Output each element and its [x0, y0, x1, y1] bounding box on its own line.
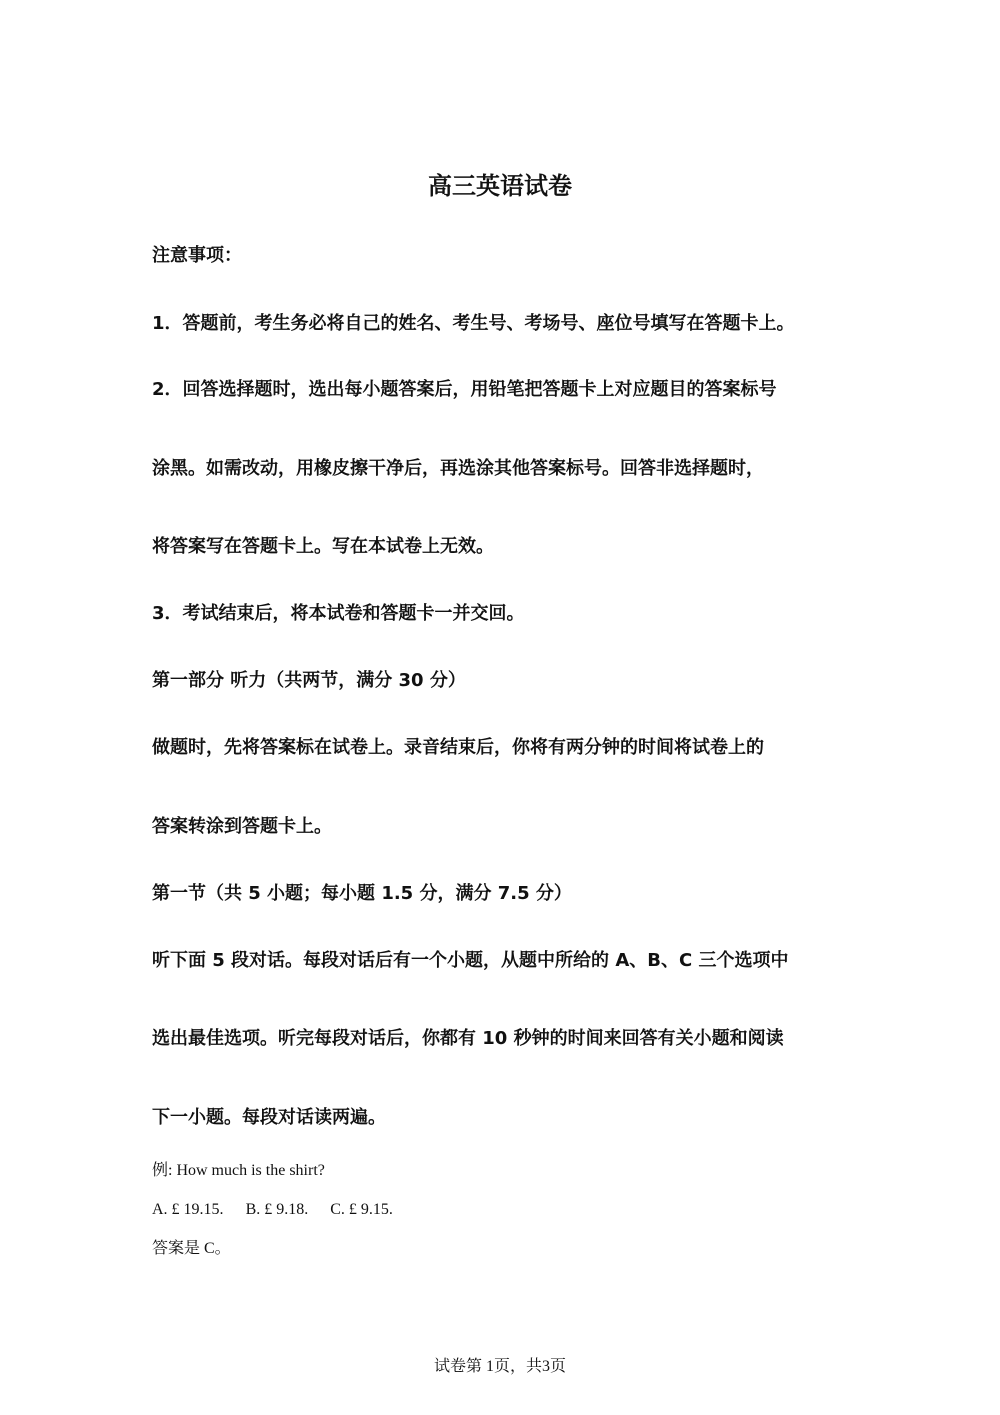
notice-heading: 注意事项：: [152, 245, 242, 266]
section1-instruction-line-1: 听下面 5 段对话。每段对话后有一个小题，从题中所给的 A、B、C 三个选项中: [152, 950, 789, 971]
section1-instruction-line-2: 选出最佳选项。听完每段对话后，你都有 10 秒钟的时间来回答有关小题和阅读: [152, 1028, 784, 1049]
section1-instruction-line-3: 下一小题。每段对话读两遍。: [152, 1107, 386, 1128]
example-answer: 答案是 C。: [152, 1240, 231, 1257]
part1-heading: 第一部分 听力（共两节，满分 30 分）: [152, 670, 466, 691]
notice-item-3: 3．考试结束后，将本试卷和答题卡一并交回。: [152, 603, 525, 624]
part1-intro-line-1: 做题时，先将答案标在试卷上。录音结束后，你将有两分钟的时间将试卷上的: [152, 737, 764, 758]
example-option-a: A. £ 19.15.: [152, 1201, 224, 1218]
notice-item-2-line-3: 将答案写在答题卡上。写在本试卷上无效。: [152, 536, 494, 557]
example-question: 例: How much is the shirt?: [152, 1162, 325, 1179]
example-options: [152, 1199, 411, 1221]
example-option-c: C. £ 9.15.: [330, 1201, 393, 1218]
notice-item-2-line-2: 涂黑。如需改动，用橡皮擦干净后，再选涂其他答案标号。回答非选择题时，: [152, 458, 764, 479]
page-footer: 试卷第 1页，共3页: [433, 1358, 566, 1375]
page-title: 高三英语试卷: [428, 172, 572, 200]
notice-item-2-line-1: 2．回答选择题时，选出每小题答案后，用铅笔把答题卡上对应题目的答案标号: [152, 379, 777, 400]
notice-item-1: 1．答题前，考生务必将自己的姓名、考生号、考场号、座位号填写在答题卡上。: [152, 313, 795, 334]
part1-intro-line-2: 答案转涂到答题卡上。: [152, 816, 332, 837]
example-option-b: B. £ 9.18.: [245, 1201, 309, 1218]
section1-heading: 第一节（共 5 小题；每小题 1.5 分，满分 7.5 分）: [152, 883, 572, 904]
